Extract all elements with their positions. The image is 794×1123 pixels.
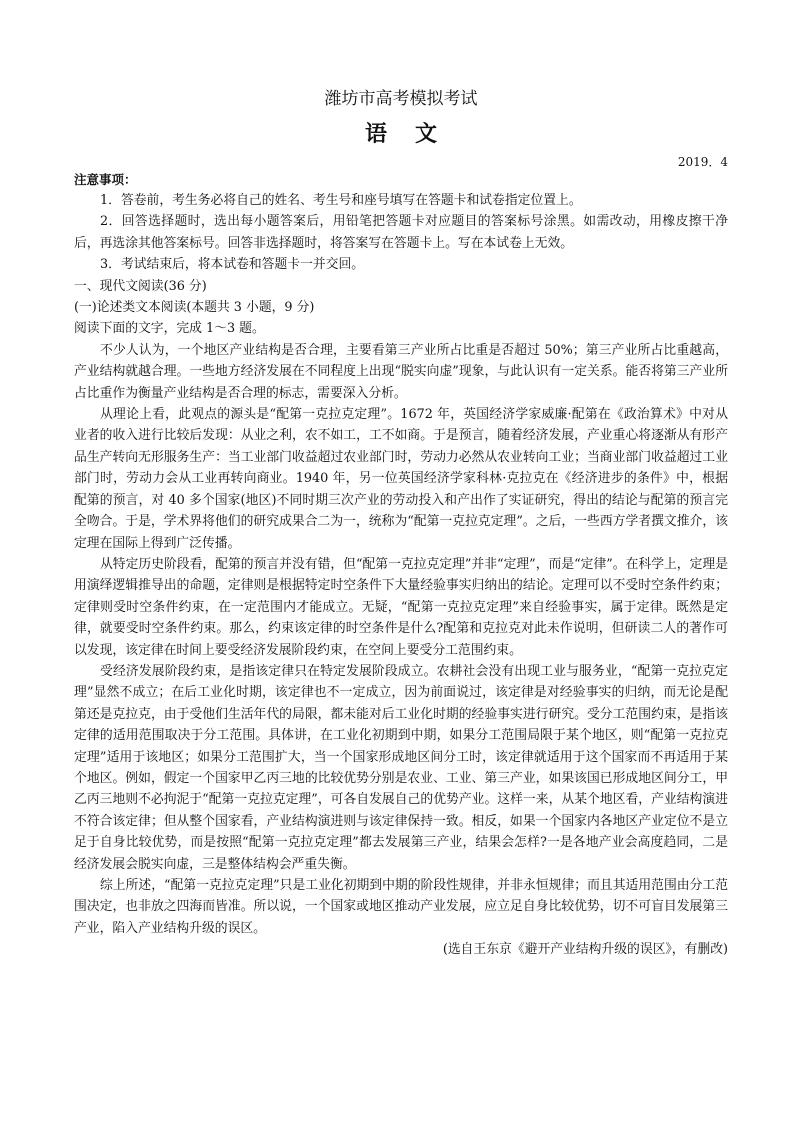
section-subheading: (一)论述类文本阅读(本题共 3 小题，9 分) [74,300,315,316]
notice-item-3: 3．考试结束后，将本试卷和答题卡一并交回。 [100,257,365,273]
exam-title: 潍坊市高考模拟考试 [324,89,478,109]
passage-paragraph-5: 综上所述，“配第一克拉克定理”只是工业化初期到中期的阶段性规律，并非永恒规律；而且其适用范围由分工范围决定，也非放之四海而皆准。所以说，一个国家或地区推动产业发展，应立足自身比较优势，切不可盲目发展第三产业，陷入产业结构升级的误区。 [74,878,728,936]
passage-paragraph-2: 从理论上看，此观点的源头是“配第一克拉克定理”。1672 年，英国经济学家威廉·配第在《政治算术》中对从业者的收入进行比较后发现：从业之利，农不如工，工不如商。于是预言，随着经济发展，产业重心将逐渐从有形产品生产转向无形服务生产：当工业部门收益超过农业部门时，劳动力必然从农业转向工业；当商业部门收益超过工业部门时，劳动力会从工业再转向商业。1940 年，另一位英国经济学家科林·克拉克在《经济进步的条件》中，根据配第的预言，对 40 多个国家(地区)不同时期三次产业的劳动投入和产出作了实证研究，得出的结论与配第的预言完全吻合。于是，学术界将他们的研究成果合二为一，统称为“配第一克拉克定理”。之后，一些西方学者撰文推介，该定理在国际上得到广泛传播。 [74,407,728,551]
notice-item-1: 1．答卷前，考生务必将自己的姓名、考生号和座号填写在答题卡和试卷指定位置上。 [100,193,582,208]
notice-item-2: 2．回答选择题时，选出每小题答案后，用铅笔把答题卡对应题目的答案标号涂黑。如需改动，用橡皮擦干净后，再选涂其他答案标号。回答非选择题时，将答案写在答题卡上。写在本试卷上无效。 [74,214,728,251]
passage-paragraph-1: 不少人认为，一个地区产业结构是否合理，主要看第三产业所占比重是否超过 50%；第三产业所占比重越高，产业结构就越合理。一些地方经济发展在不同程度上出现“脱实向虚”现象，与此认识有一定关系。能否将第三产业所占比重作为衡量产业结构是否合理的标志，需要深入分析。 [74,342,728,401]
reading-instruction: 阅读下面的文字，完成 1～3 题。 [74,321,265,337]
subject-title: 语文 [364,121,465,147]
exam-date: 2019．4 [677,155,728,169]
section-heading: 一、现代文阅读(36 分) [74,278,207,294]
passage-paragraph-3: 从特定历史阶段看，配第的预言并没有错，但“配第一克拉克定理”并非“定理”，而是“定律”。在科学上，定理是用演绎逻辑推导出的命题，定律则是根据特定时空条件下大量经验事实归纳出的结论。定理可以不受时空条件约束；定律则受时空条件约束，在一定范围内才能成立。无疑，“配第一克拉克定理”来自经验事实，属于定律。既然是定律，就要受时空条件约束。那么，约束该定律的时空条件是什么?配第和克拉克对此未作说明，但研读二人的著作可以发现，该定律在时间上要受经济发展阶段约束，在空间上要受分工范围约束。 [74,556,728,658]
passage-paragraph-4: 受经济发展阶段约束，是指该定律只在特定发展阶段成立。农耕社会没有出现工业与服务业，“配第一克拉克定理”显然不成立；在后工业化时期，该定律也不一定成立，因为前面说过，该定律是对经验事实的归纳，而无论是配第还是克拉克，由于受他们生活年代的局限，都未能对后工业化时期的经验事实进行研究。受分工范围约束，是指该定律的适用范围取决于分工范围。具体讲，在工业化初期到中期，如果分工范围局限于某个地区，则“配第一克拉克定理”适用于该地区；如果分工范围扩大，当一个国家形成地区间分工时，该定律就适用于这个国家而不再适用于某个地区。例如，假定一个国家甲乙丙三地的比较优势分别是农业、工业、第三产业，如果该国已形成地区间分工，甲乙丙三地则不必拘泥于“配第一克拉克定理”，可各自发展自己的优势产业。这样一来，从某个地区看，产业结构演进不符合该定律；但从整个国家看，产业结构演进则与该定律保持一致。相反，如果一个国家内各地区产业定位不是立足于自身比较优势，而是按照“配第一克拉克定理”都去发展第三产业，结果会怎样?一是各地产业会高度趋同，二是经济发展会脱实向虚，三是整体结构会严重失衡。 [74,663,728,872]
notice-heading: 注意事项： [74,172,137,187]
passage-source: (选自王东京《避开产业结构升级的误区》，有删改) [442,942,728,958]
